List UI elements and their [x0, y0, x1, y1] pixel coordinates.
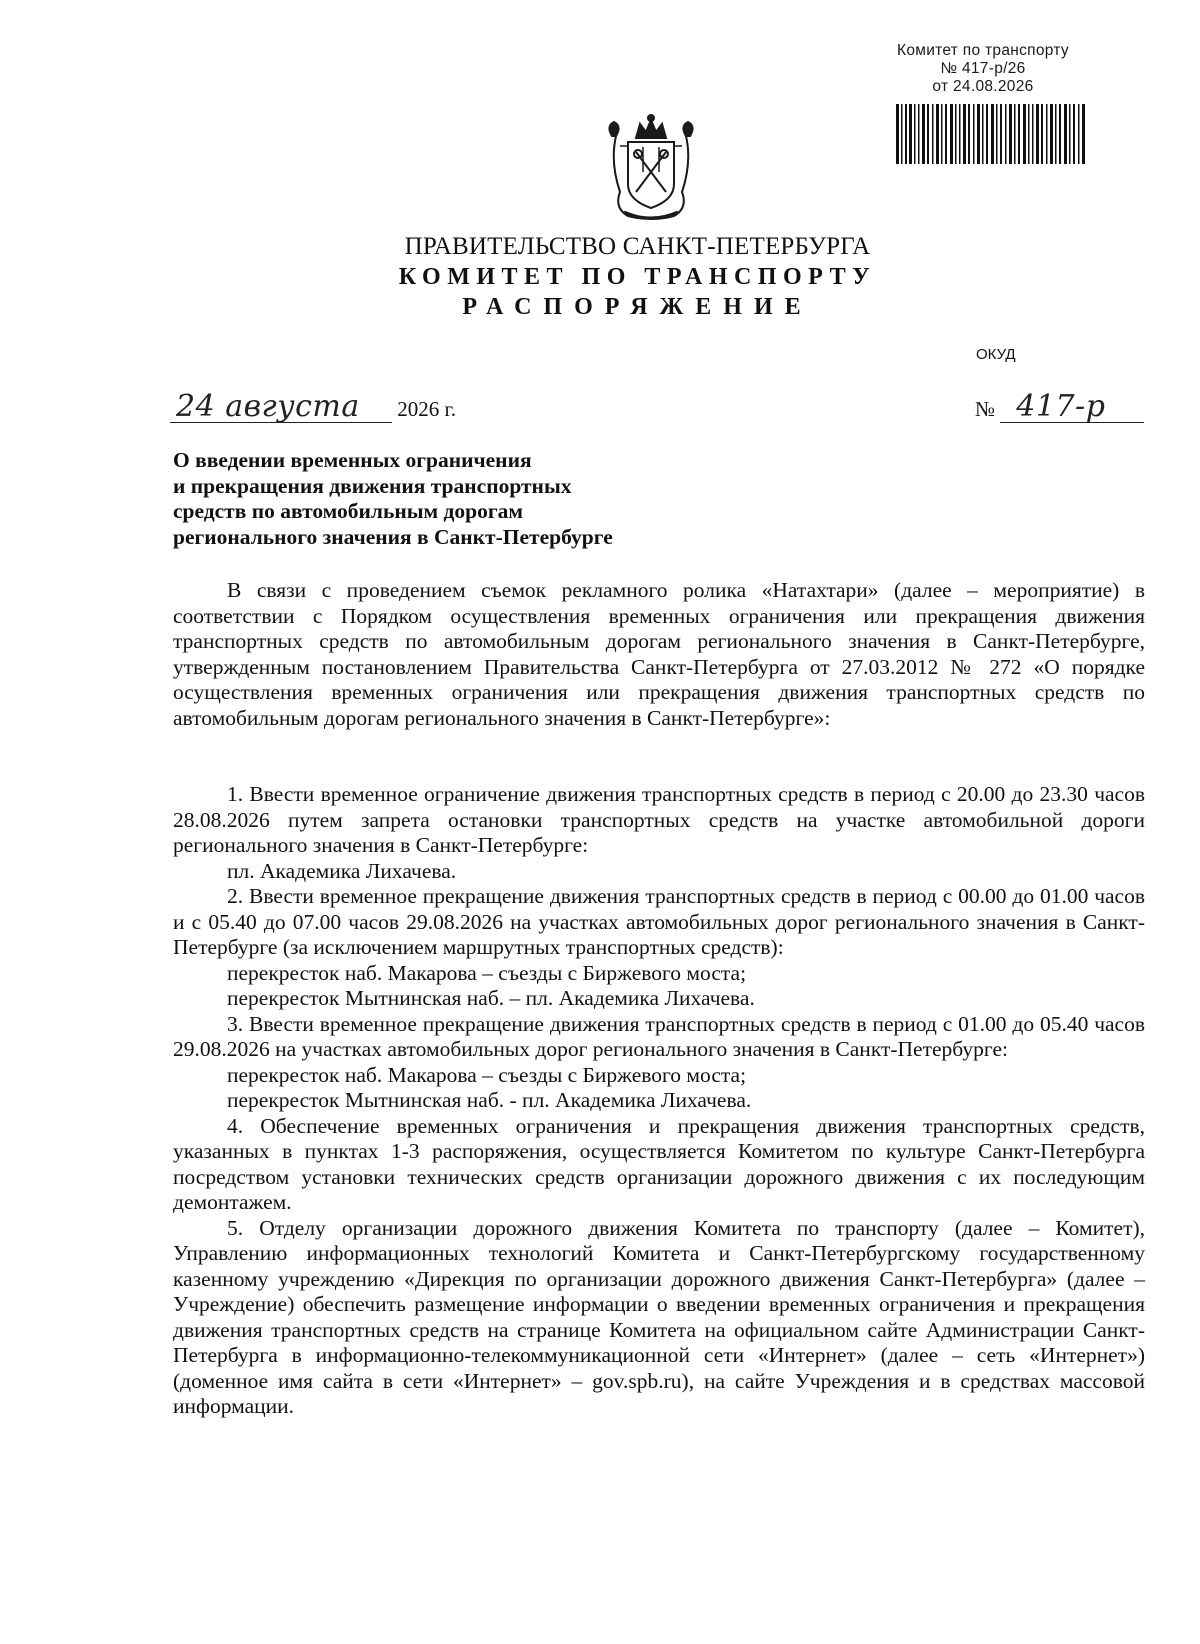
- number-handwritten: 417-р: [1016, 389, 1106, 424]
- okud-label: ОКУД: [976, 346, 1016, 363]
- item-2: 2. Ввести временное прекращение движения транспортных средств в период с 00.00 до 01.00 часов и с 05.40 до 07.00 часов 29.08.2026 на участках автомобильных дорог регионального значения в Санкт-Петербурге (за исключением маршрутных транспортных средств):: [173, 884, 1145, 959]
- government-name: ПРАВИТЕЛЬСТВО САНКТ-ПЕТЕРБУРГА: [404, 233, 871, 260]
- item-2-location: перекресток Мытнинская наб. – пл. Академика Лихачева.: [227, 986, 755, 1010]
- preamble: В связи с проведением съемок рекламного ролика «Натахтари» (далее – мероприятие) в соответствии с Порядком осуществления временных ограничения или прекращения движения транспортных средств по автомобильным дорогам регионального значения в Санкт-Петербурге, утвержденным постановлением Правительства Санкт-Петербурга от 27.03.2012 № 272 «О порядке осуществления временных ограничения или прекращения движения транспортных средств по автомобильным дорогам регионального значения в Санкт-Петербурге»:: [173, 578, 1145, 730]
- registration-stamp: [858, 42, 1108, 96]
- item-1: 1. Ввести временное ограничение движения транспортных средств в период с 20.00 до 23.30 часов 28.08.2026 путем запрета остановки транспортных средств на участке автомобильной дороги регионального значения в Санкт-Петербурге:: [173, 782, 1145, 857]
- item-1-location: пл. Академика Лихачева.: [227, 858, 457, 883]
- subject-line: и прекращения движения транспортных: [173, 473, 572, 498]
- number-field: [1000, 389, 1144, 424]
- coat-of-arms-icon: [598, 112, 704, 224]
- stamp-number: № 417-р/26: [940, 60, 1026, 77]
- subject-line: регионального значения в Санкт-Петербурге: [173, 524, 613, 549]
- document-subject: [173, 448, 613, 550]
- barcode: [896, 104, 1086, 164]
- committee-name: КОМИТЕТ ПО ТРАНСПОРТУ: [398, 264, 877, 290]
- date-field: [170, 389, 392, 424]
- item-3-location: перекресток Мытнинская наб. - пл. Академика Лихачева.: [227, 1088, 752, 1112]
- document-type: РАСПОРЯЖЕНИЕ: [462, 294, 813, 320]
- item-3: 3. Ввести временное прекращение движения транспортных средств в период с 01.00 до 05.40 часов 29.08.2026 на участках автомобильных дорог регионального значения в Санкт-Петербурге:: [173, 1011, 1145, 1061]
- document-body: [173, 578, 1145, 1420]
- stamp-date: от 24.08.2026: [932, 78, 1034, 95]
- document-header: [0, 232, 1200, 322]
- date-year: 2026 г.: [397, 397, 456, 421]
- number-line: [975, 389, 1144, 424]
- date-handwritten: 24 августа: [176, 389, 360, 424]
- date-line: [170, 389, 456, 424]
- subject-line: О введении временных ограничения: [173, 448, 532, 472]
- item-4: 4. Обеспечение временных ограничения и прекращения движения транспортных средств, указанных в пунктах 1-3 распоряжения, осуществляется Комитетом по культуре Санкт-Петербурга посредством установки технических средств организации дорожного движения с их последующим демонтажем.: [173, 1113, 1145, 1214]
- item-5: 5. Отделу организации дорожного движения Комитета по транспорту (далее – Комитет), Управлению информационных технологий Комитета и Санкт-Петербургскому государственному казенному учреждению «Дирекция по организации дорожного движения Санкт-Петербурга» (далее – Учреждение) обеспечить размещение информации о введении временных ограничения и прекращения движения транспортных средств на странице Комитета на официальном сайте Администрации Санкт-Петербурга в информационно-телекоммуникационной сети «Интернет» (далее – сеть «Интернет») (доменное имя сайта в сети «Интернет» – gov.spb.ru), на сайте Учреждения и в средствах массовой информации.: [173, 1215, 1145, 1418]
- item-2-location: перекресток наб. Макарова – съезды с Биржевого моста;: [227, 960, 747, 985]
- number-prefix: №: [975, 397, 996, 421]
- item-3-location: перекресток наб. Макарова – съезды с Биржевого моста;: [227, 1062, 747, 1087]
- stamp-committee: Комитет по транспорту: [897, 42, 1069, 59]
- subject-line: средств по автомобильным дорогам: [173, 499, 524, 523]
